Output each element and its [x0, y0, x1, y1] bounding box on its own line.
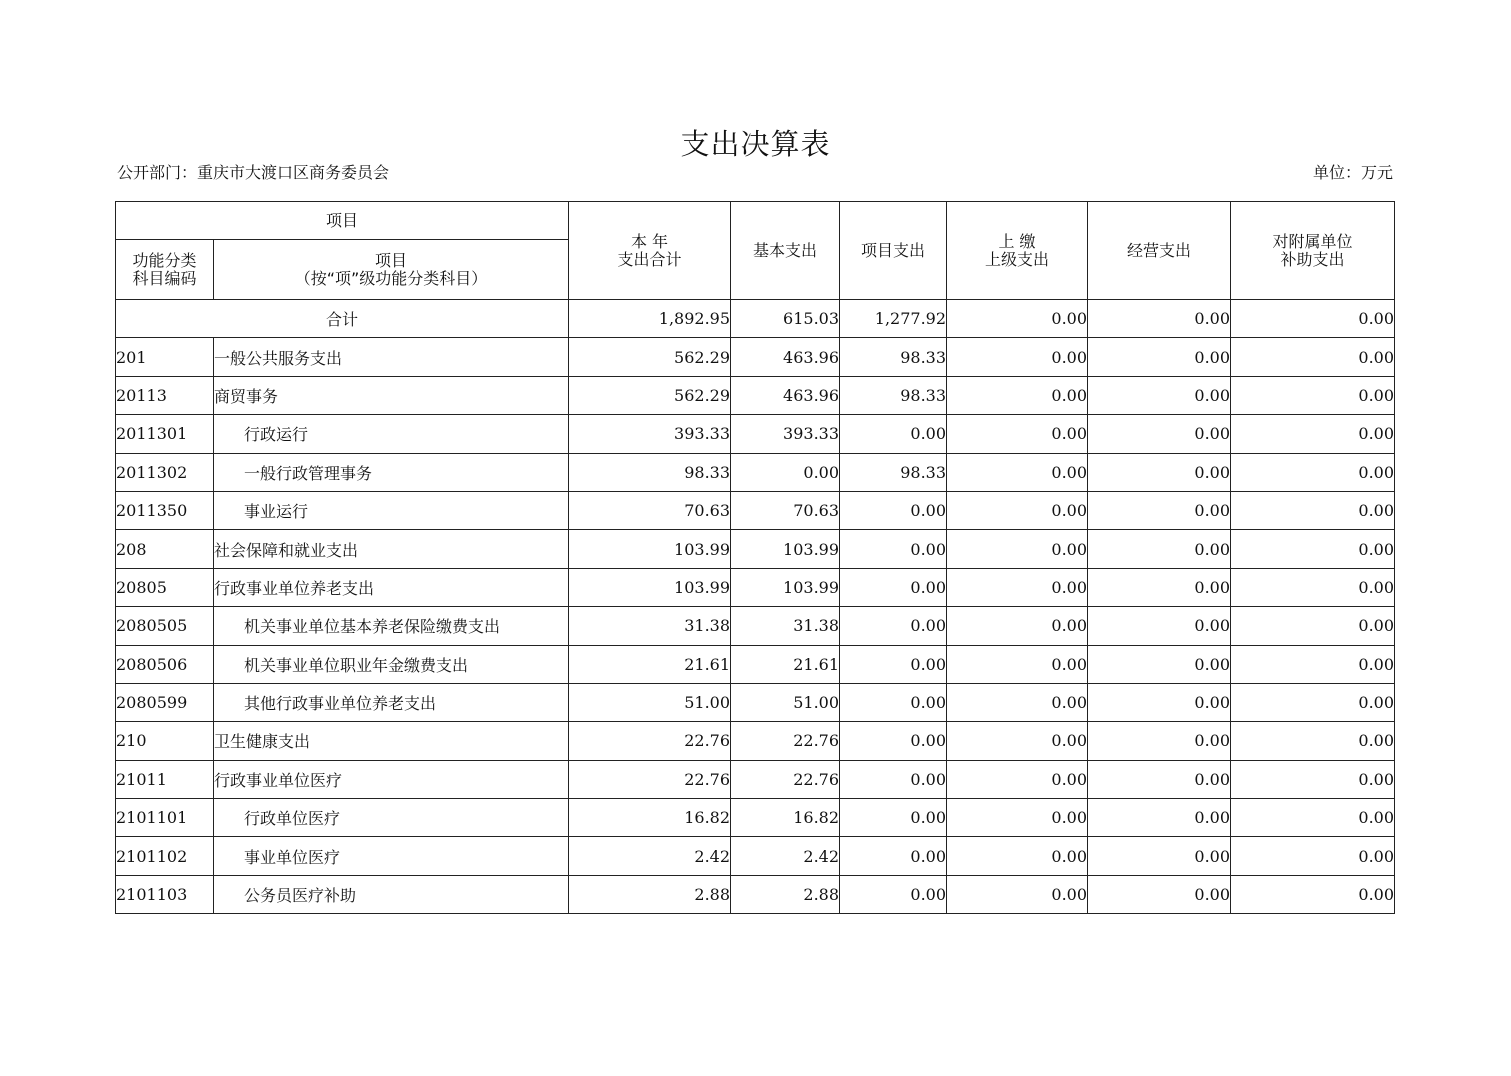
amount-cell: 0.00	[840, 875, 947, 913]
total-cell: 0.00	[947, 300, 1088, 338]
amount-cell: 0.00	[947, 645, 1088, 683]
item-name-cell: 一般公共服务支出	[214, 338, 569, 376]
amount-cell: 0.00	[840, 799, 947, 837]
amount-cell: 0.00	[1231, 760, 1395, 798]
upper-level-expense-header	[947, 202, 1088, 300]
subsidy-header-line1: 对附属单位	[1272, 231, 1353, 251]
amount-cell: 0.00	[1088, 645, 1231, 683]
amount-cell: 98.33	[840, 453, 947, 491]
table-row	[116, 376, 1395, 414]
function-code-cell: 201	[116, 338, 214, 376]
amount-cell: 0.00	[1231, 683, 1395, 721]
amount-cell: 0.00	[947, 491, 1088, 529]
amount-cell: 393.33	[569, 415, 731, 453]
upper-level-header-line2: 上级支出	[985, 249, 1050, 269]
amount-cell: 16.82	[731, 799, 840, 837]
amount-cell: 0.00	[947, 607, 1088, 645]
operating-expense-header: 经营支出	[1088, 202, 1231, 300]
amount-cell: 0.00	[947, 837, 1088, 875]
item-name-cell: 行政运行	[214, 415, 569, 453]
table-row	[116, 683, 1395, 721]
amount-cell: 463.96	[731, 338, 840, 376]
amount-cell: 22.76	[731, 760, 840, 798]
amount-cell: 0.00	[1231, 875, 1395, 913]
total-expense-header	[569, 202, 731, 300]
amount-cell: 0.00	[840, 760, 947, 798]
subsidy-expense-header	[1231, 202, 1395, 300]
table-row	[116, 453, 1395, 491]
item-name-cell: 事业单位医疗	[214, 837, 569, 875]
function-code-cell: 2011302	[116, 453, 214, 491]
amount-cell: 0.00	[840, 415, 947, 453]
amount-cell: 0.00	[1231, 376, 1395, 414]
amount-cell: 0.00	[1088, 722, 1231, 760]
amount-cell: 0.00	[1088, 530, 1231, 568]
amount-cell: 0.00	[1231, 607, 1395, 645]
upper-level-header-line1: 上 缴	[998, 231, 1036, 251]
item-name-cell: 行政单位医疗	[214, 799, 569, 837]
total-cell: 0.00	[1088, 300, 1231, 338]
amount-cell: 0.00	[947, 568, 1088, 606]
amount-cell: 562.29	[569, 338, 731, 376]
total-expense-header-line2: 支出合计	[617, 249, 682, 269]
amount-cell: 0.00	[1088, 607, 1231, 645]
function-code-cell: 2080506	[116, 645, 214, 683]
amount-cell: 0.00	[840, 491, 947, 529]
amount-cell: 0.00	[840, 645, 947, 683]
amount-cell: 31.38	[731, 607, 840, 645]
amount-cell: 0.00	[947, 530, 1088, 568]
amount-cell: 0.00	[947, 415, 1088, 453]
amount-cell: 103.99	[731, 530, 840, 568]
amount-cell: 0.00	[840, 837, 947, 875]
amount-cell: 98.33	[569, 453, 731, 491]
function-code-cell: 2011350	[116, 491, 214, 529]
item-name-cell: 事业运行	[214, 491, 569, 529]
amount-cell: 103.99	[569, 530, 731, 568]
amount-cell: 22.76	[731, 722, 840, 760]
amount-cell: 0.00	[947, 799, 1088, 837]
table-row	[116, 607, 1395, 645]
function-code-cell: 2101102	[116, 837, 214, 875]
item-header-line1: 项目	[375, 250, 408, 270]
amount-cell: 0.00	[1088, 491, 1231, 529]
amount-cell: 98.33	[840, 376, 947, 414]
total-label: 合计	[116, 300, 569, 338]
amount-cell: 0.00	[947, 338, 1088, 376]
amount-cell: 0.00	[947, 683, 1088, 721]
item-name-cell: 其他行政事业单位养老支出	[214, 683, 569, 721]
total-cell: 1,277.92	[840, 300, 947, 338]
amount-cell: 0.00	[1088, 376, 1231, 414]
function-code-cell: 2080599	[116, 683, 214, 721]
item-name-cell: 社会保障和就业支出	[214, 530, 569, 568]
amount-cell: 0.00	[947, 722, 1088, 760]
amount-cell: 0.00	[947, 376, 1088, 414]
amount-cell: 0.00	[1231, 722, 1395, 760]
table-row	[116, 799, 1395, 837]
item-name-cell: 机关事业单位职业年金缴费支出	[214, 645, 569, 683]
amount-cell: 0.00	[1088, 338, 1231, 376]
amount-cell: 0.00	[1231, 568, 1395, 606]
amount-cell: 2.88	[569, 875, 731, 913]
table-row	[116, 530, 1395, 568]
amount-cell: 103.99	[731, 568, 840, 606]
table-row	[116, 415, 1395, 453]
function-code-cell: 208	[116, 530, 214, 568]
amount-cell: 0.00	[1088, 875, 1231, 913]
expenditure-table	[115, 201, 1395, 914]
amount-cell: 0.00	[1088, 568, 1231, 606]
unit-label: 单位：万元	[1312, 163, 1393, 182]
amount-cell: 463.96	[731, 376, 840, 414]
basic-expense-header: 基本支出	[731, 202, 840, 300]
item-name-cell: 一般行政管理事务	[214, 453, 569, 491]
table-row	[116, 760, 1395, 798]
amount-cell: 0.00	[1231, 530, 1395, 568]
table-row	[116, 837, 1395, 875]
table-row	[116, 722, 1395, 760]
function-code-header-line2: 科目编码	[132, 268, 197, 288]
amount-cell: 0.00	[1088, 453, 1231, 491]
table-row	[116, 568, 1395, 606]
item-name-cell: 公务员医疗补助	[214, 875, 569, 913]
amount-cell: 51.00	[569, 683, 731, 721]
amount-cell: 70.63	[569, 491, 731, 529]
table-row	[116, 338, 1395, 376]
table-row	[116, 645, 1395, 683]
total-expense-header-line1: 本 年	[630, 231, 669, 251]
amount-cell: 0.00	[1088, 799, 1231, 837]
total-cell: 1,892.95	[569, 300, 731, 338]
amount-cell: 0.00	[1231, 491, 1395, 529]
amount-cell: 0.00	[1088, 760, 1231, 798]
amount-cell: 0.00	[1231, 837, 1395, 875]
amount-cell: 0.00	[731, 453, 840, 491]
amount-cell: 0.00	[840, 530, 947, 568]
amount-cell: 0.00	[1231, 415, 1395, 453]
amount-cell: 21.61	[569, 645, 731, 683]
amount-cell: 70.63	[731, 491, 840, 529]
amount-cell: 2.42	[569, 837, 731, 875]
total-row	[116, 300, 1395, 338]
amount-cell: 2.88	[731, 875, 840, 913]
total-cell: 0.00	[1231, 300, 1395, 338]
function-code-cell: 210	[116, 722, 214, 760]
table-row	[116, 491, 1395, 529]
table-row	[116, 875, 1395, 913]
amount-cell: 51.00	[731, 683, 840, 721]
item-name-cell: 行政事业单位医疗	[214, 760, 569, 798]
item-name-cell: 商贸事务	[214, 376, 569, 414]
function-code-cell: 2080505	[116, 607, 214, 645]
amount-cell: 0.00	[1088, 415, 1231, 453]
document-title: 支出决算表	[680, 127, 831, 161]
amount-cell: 0.00	[1088, 837, 1231, 875]
amount-cell: 0.00	[947, 453, 1088, 491]
amount-cell: 0.00	[840, 607, 947, 645]
function-code-cell: 20113	[116, 376, 214, 414]
item-header	[214, 240, 569, 300]
amount-cell: 0.00	[947, 875, 1088, 913]
project-expense-header: 项目支出	[840, 202, 947, 300]
amount-cell: 0.00	[840, 568, 947, 606]
amount-cell: 0.00	[840, 722, 947, 760]
item-name-cell: 卫生健康支出	[214, 722, 569, 760]
amount-cell: 0.00	[1231, 645, 1395, 683]
amount-cell: 31.38	[569, 607, 731, 645]
amount-cell: 393.33	[731, 415, 840, 453]
amount-cell: 2.42	[731, 837, 840, 875]
project-header: 项目	[116, 202, 569, 240]
item-header-line2: （按“项”级功能分类科目）	[294, 268, 488, 288]
amount-cell: 0.00	[840, 683, 947, 721]
amount-cell: 22.76	[569, 760, 731, 798]
amount-cell: 16.82	[569, 799, 731, 837]
amount-cell: 562.29	[569, 376, 731, 414]
function-code-cell: 20805	[116, 568, 214, 606]
amount-cell: 0.00	[1231, 338, 1395, 376]
amount-cell: 0.00	[947, 760, 1088, 798]
item-name-cell: 机关事业单位基本养老保险缴费支出	[214, 607, 569, 645]
amount-cell: 0.00	[1231, 799, 1395, 837]
function-code-header	[116, 240, 214, 300]
amount-cell: 0.00	[1088, 683, 1231, 721]
function-code-cell: 21011	[116, 760, 214, 798]
subsidy-header-line2: 补助支出	[1280, 249, 1345, 269]
amount-cell: 0.00	[1231, 453, 1395, 491]
department-label: 公开部门：重庆市大渡口区商务委员会	[117, 163, 390, 182]
amount-cell: 103.99	[569, 568, 731, 606]
amount-cell: 22.76	[569, 722, 731, 760]
amount-cell: 98.33	[840, 338, 947, 376]
function-code-header-line1: 功能分类	[132, 250, 197, 270]
function-code-cell: 2101103	[116, 875, 214, 913]
function-code-cell: 2011301	[116, 415, 214, 453]
function-code-cell: 2101101	[116, 799, 214, 837]
total-cell: 615.03	[731, 300, 840, 338]
amount-cell: 21.61	[731, 645, 840, 683]
item-name-cell: 行政事业单位养老支出	[214, 568, 569, 606]
